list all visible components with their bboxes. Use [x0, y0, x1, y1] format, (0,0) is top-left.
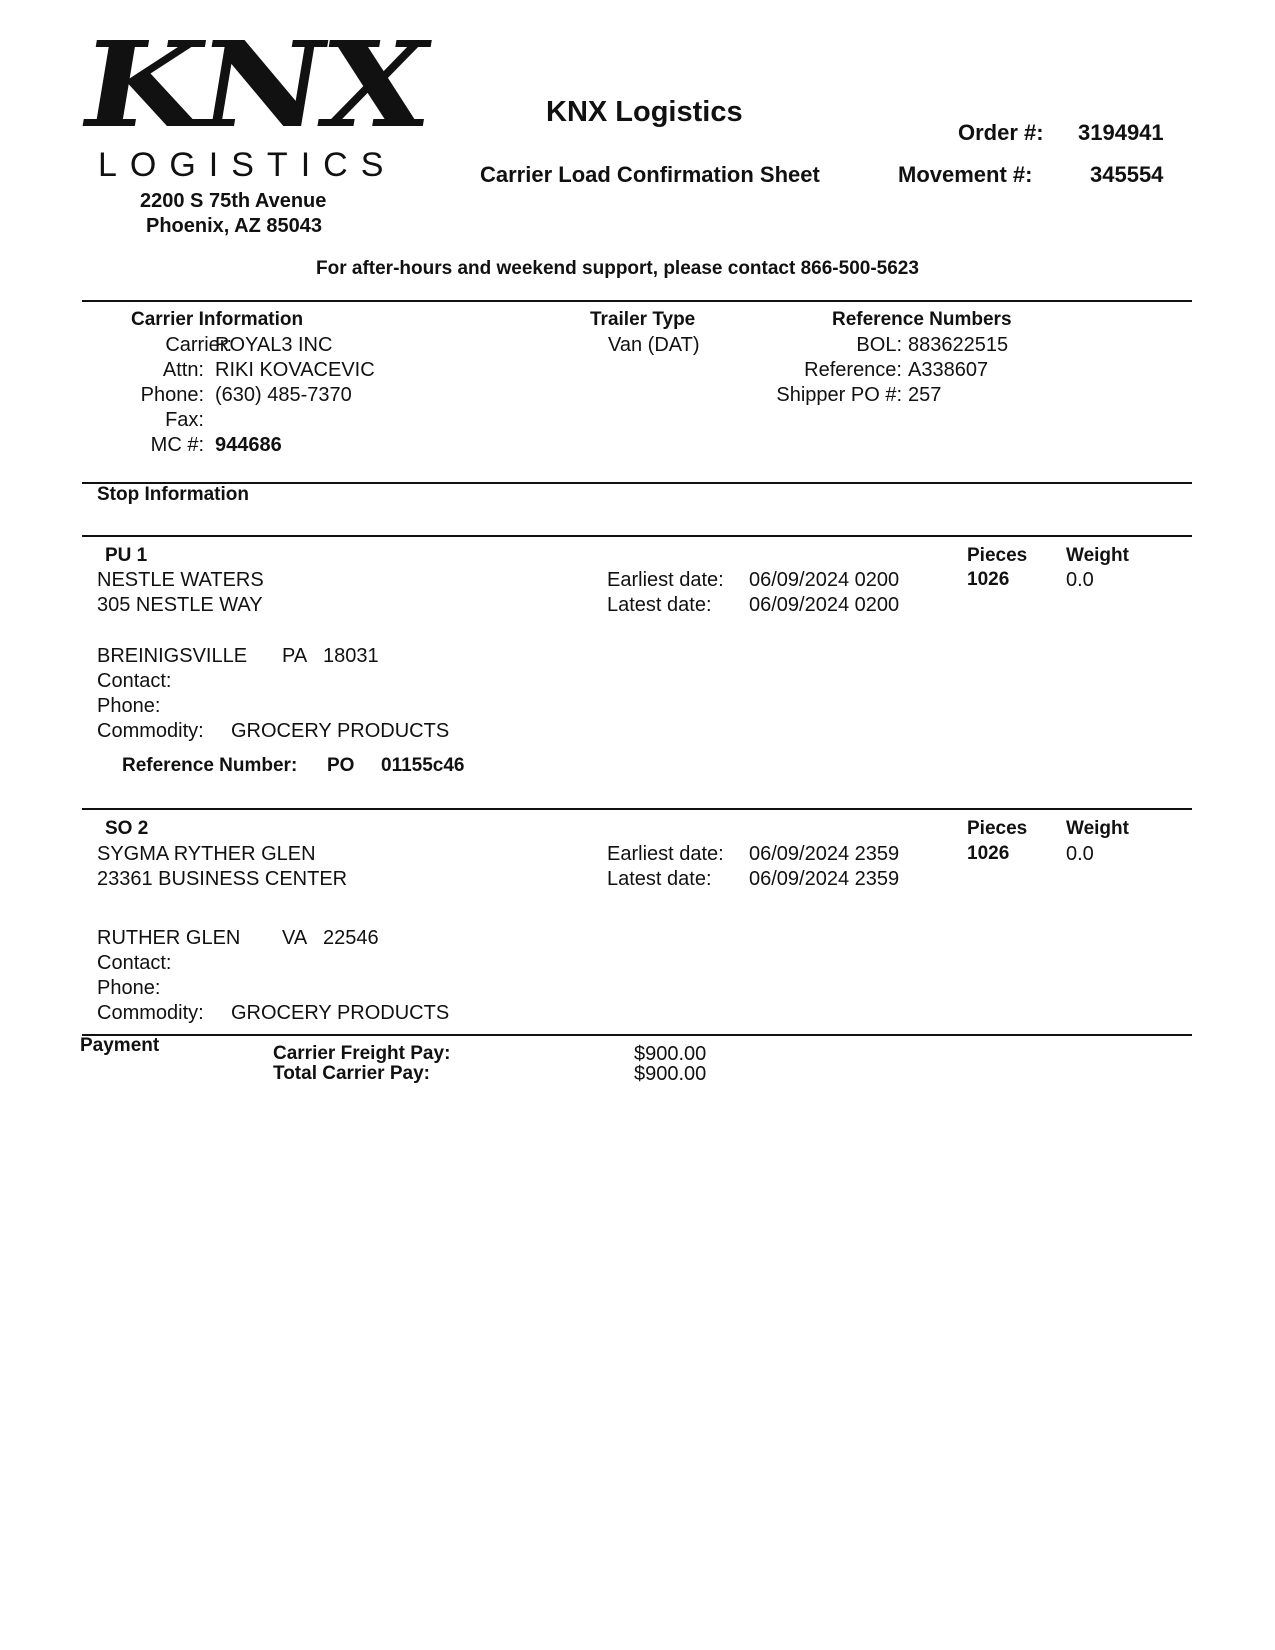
stop-commodity-label: Commodity:: [97, 1002, 204, 1024]
stop-commodity-label: Commodity:: [97, 720, 204, 742]
bol-label: BOL:: [856, 334, 902, 356]
latest-date-label: Latest date:: [607, 868, 712, 890]
earliest-date-label: Earliest date:: [607, 569, 724, 591]
stop-street: 23361 BUSINESS CENTER: [97, 868, 348, 890]
carrier-freight-pay: $900.00: [634, 1043, 707, 1065]
stop-contact-label: Contact:: [97, 952, 172, 974]
stop-contact-label: Contact:: [97, 670, 172, 692]
stop-reference-type: PO: [327, 755, 355, 776]
total-carrier-pay: $900.00: [634, 1063, 707, 1085]
carrier-phone-label: Phone:: [140, 384, 204, 406]
pieces-label: Pieces: [967, 545, 1028, 566]
carrier-label: Carrier:: [165, 334, 232, 356]
company-address-line1: 2200 S 75th Avenue: [140, 190, 327, 212]
movement-number: 345554: [1090, 162, 1164, 187]
movement-label: Movement #:: [898, 162, 1033, 187]
company-logo: KNX: [71, 15, 437, 154]
carrier-fax-label: Fax:: [165, 409, 204, 431]
order-number: 3194941: [1078, 120, 1164, 145]
stop-code: PU 1: [105, 545, 148, 566]
earliest-date: 06/09/2024 2359: [749, 843, 900, 865]
reference-numbers-heading: Reference Numbers: [832, 309, 1012, 330]
weight-label: Weight: [1066, 818, 1129, 839]
support-notice: For after-hours and weekend support, please contact 866-500-5623: [316, 258, 919, 279]
stop-state: VA: [282, 927, 308, 949]
mc-label: MC #:: [150, 434, 204, 456]
payment-heading: Payment: [80, 1035, 160, 1056]
latest-date: 06/09/2024 0200: [749, 594, 900, 616]
stop-name: SYGMA RYTHER GLEN: [97, 843, 316, 865]
company-name: KNX Logistics: [546, 96, 743, 128]
mc-number: 944686: [215, 434, 282, 456]
divider: [82, 808, 1192, 810]
weight-value: 0.0: [1066, 843, 1094, 865]
carrier-info-heading: Carrier Information: [131, 309, 304, 330]
stop-phone-label: Phone:: [97, 695, 161, 717]
trailer-type: Van (DAT): [608, 334, 700, 356]
divider: [82, 300, 1192, 302]
latest-date: 06/09/2024 2359: [749, 868, 900, 890]
stop-state: PA: [282, 645, 308, 667]
weight-value: 0.0: [1066, 569, 1094, 591]
stop-phone-label: Phone:: [97, 977, 161, 999]
divider: [82, 535, 1192, 537]
document-title: Carrier Load Confirmation Sheet: [480, 162, 820, 187]
carrier-name: ROYAL3 INC: [215, 334, 333, 356]
carrier-freight-pay-label: Carrier Freight Pay:: [273, 1043, 451, 1064]
earliest-date: 06/09/2024 0200: [749, 569, 900, 591]
stop-street: 305 NESTLE WAY: [97, 594, 263, 616]
total-carrier-pay-label: Total Carrier Pay:: [273, 1063, 430, 1084]
stop-city: BREINIGSVILLE: [97, 645, 248, 667]
attn-label: Attn:: [162, 359, 204, 381]
attn-name: RIKI KOVACEVIC: [215, 359, 375, 381]
weight-label: Weight: [1066, 545, 1129, 566]
stop-commodity: GROCERY PRODUCTS: [231, 1002, 450, 1024]
carrier-phone: (630) 485-7370: [215, 384, 352, 406]
stop-reference-label: Reference Number:: [122, 755, 298, 776]
pieces-value: 1026: [967, 569, 1010, 590]
stop-reference-value: 01155c46: [381, 755, 465, 776]
logo-wordmark: LOGISTICS: [98, 146, 397, 184]
stop-commodity: GROCERY PRODUCTS: [231, 720, 450, 742]
bol-number: 883622515: [908, 334, 1009, 356]
latest-date-label: Latest date:: [607, 594, 712, 616]
shipper-po-label: Shipper PO #:: [776, 384, 902, 406]
reference-label: Reference:: [804, 359, 902, 381]
earliest-date-label: Earliest date:: [607, 843, 724, 865]
divider: [82, 1034, 1192, 1036]
reference-number: A338607: [908, 359, 989, 381]
stop-code: SO 2: [105, 818, 149, 839]
pieces-value: 1026: [967, 843, 1010, 864]
stop-zip: 18031: [323, 645, 379, 667]
stop-city: RUTHER GLEN: [97, 927, 241, 949]
stop-info-heading: Stop Information: [97, 484, 249, 505]
order-label: Order #:: [958, 120, 1044, 145]
trailer-type-heading: Trailer Type: [590, 309, 696, 330]
pieces-label: Pieces: [967, 818, 1028, 839]
company-address-line2: Phoenix, AZ 85043: [146, 215, 322, 237]
stop-name: NESTLE WATERS: [97, 569, 264, 591]
shipper-po-number: 257: [908, 384, 942, 406]
stop-zip: 22546: [323, 927, 379, 949]
